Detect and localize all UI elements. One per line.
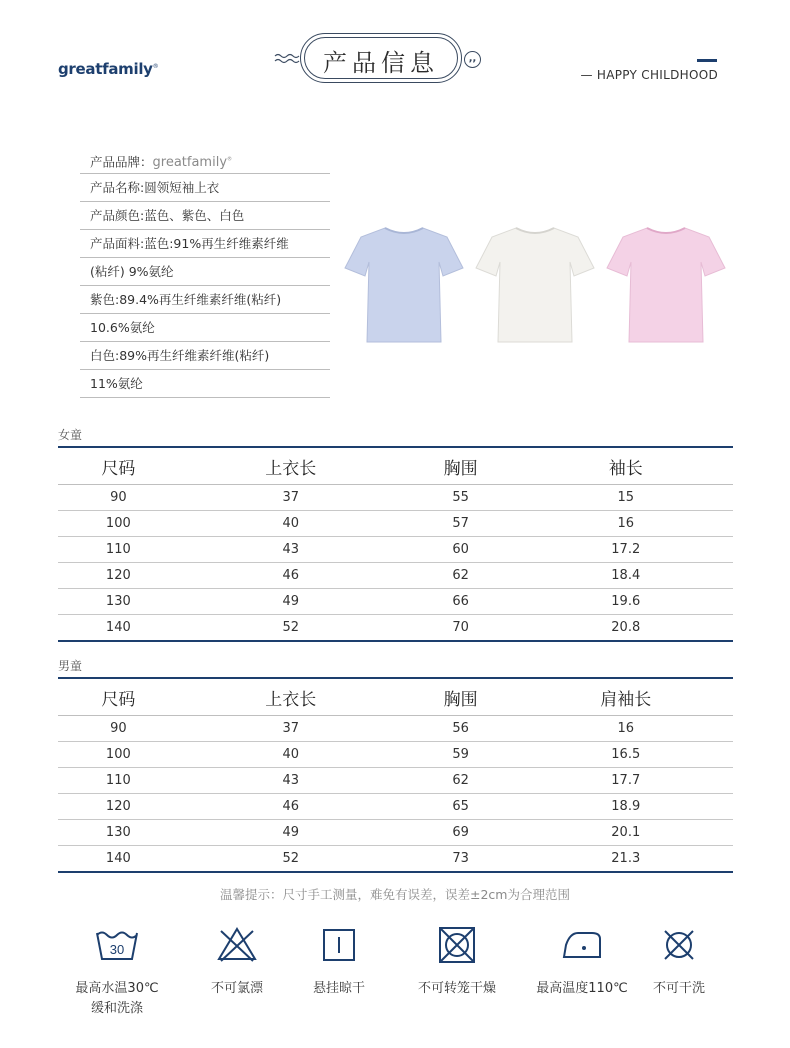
page-title-badge xyxy=(270,30,490,90)
table-cell: 120 xyxy=(58,794,179,820)
table-cell: 69 xyxy=(403,820,519,846)
table-cell: 40 xyxy=(179,742,403,768)
column-header: 胸围 xyxy=(403,447,519,485)
care-item-hang-dry xyxy=(284,925,394,999)
table-cell: 110 xyxy=(58,537,179,563)
no-dry-clean-icon xyxy=(659,925,699,965)
table-cell: 43 xyxy=(179,537,403,563)
table-cell: 62 xyxy=(403,768,519,794)
table-cell: 49 xyxy=(179,589,403,615)
table-row xyxy=(58,768,733,794)
table-cell: 59 xyxy=(403,742,519,768)
info-row-brand xyxy=(80,146,330,174)
column-header: 肩袖长 xyxy=(519,678,733,716)
brand-label: 产品品牌： xyxy=(90,154,153,170)
column-header: 袖长 xyxy=(519,447,733,485)
table-cell: 52 xyxy=(179,846,403,873)
table-cell: 73 xyxy=(403,846,519,873)
table-cell: 17.2 xyxy=(519,537,733,563)
table-cell: 57 xyxy=(403,511,519,537)
shirt-blue-image xyxy=(343,222,465,346)
column-header: 上衣长 xyxy=(179,678,403,716)
brand-logo-text: greatfamily xyxy=(58,60,153,78)
table-cell: 46 xyxy=(179,563,403,589)
table-cell: 90 xyxy=(58,485,179,511)
table-cell: 15 xyxy=(519,485,733,511)
brand-value-mark: ® xyxy=(227,157,233,163)
table-cell: 20.8 xyxy=(519,615,733,642)
iron-110-icon xyxy=(558,925,606,965)
table-cell: 60 xyxy=(403,537,519,563)
column-header: 尺码 xyxy=(58,678,179,716)
table-cell: 100 xyxy=(58,511,179,537)
table-cell: 110 xyxy=(58,768,179,794)
hang-dry-icon xyxy=(319,925,359,965)
table-row xyxy=(58,537,733,563)
girls-section-label: 女童 xyxy=(58,428,83,442)
wash-temp-label: 30 xyxy=(109,942,125,957)
brand-value-text: greatfamily xyxy=(152,155,228,171)
table-cell: 37 xyxy=(179,485,403,511)
table-row xyxy=(58,716,733,742)
table-cell: 100 xyxy=(58,742,179,768)
brand-value xyxy=(153,155,233,170)
table-cell: 49 xyxy=(179,820,403,846)
info-row: 白色:89%再生纤维素纤维(粘纤) xyxy=(80,342,330,370)
page-title: 产品信息 xyxy=(323,49,439,77)
table-cell: 52 xyxy=(179,615,403,642)
info-row: 紫色:89.4%再生纤维素纤维(粘纤) xyxy=(80,286,330,314)
table-row xyxy=(58,589,733,615)
care-label-secondary: 缓和洗涤 xyxy=(90,1001,143,1016)
care-item-iron xyxy=(527,925,637,999)
table-row xyxy=(58,742,733,768)
table-cell: 18.4 xyxy=(519,563,733,589)
waves-icon xyxy=(274,52,302,66)
table-cell: 46 xyxy=(179,794,403,820)
table-row xyxy=(58,563,733,589)
table-cell: 120 xyxy=(58,563,179,589)
table-cell: 19.6 xyxy=(519,589,733,615)
info-row: 11%氨纶 xyxy=(80,370,330,398)
table-header-row xyxy=(58,447,733,485)
care-label: 不可转笼干燥 xyxy=(417,981,496,996)
shirt-pink-image xyxy=(605,222,727,346)
table-cell: 140 xyxy=(58,846,179,873)
brand-logo xyxy=(58,60,158,78)
registered-mark: ® xyxy=(152,63,159,70)
care-label: 悬挂晾干 xyxy=(312,981,365,996)
info-row: 产品颜色:蓝色、紫色、白色 xyxy=(80,202,330,230)
table-cell: 56 xyxy=(403,716,519,742)
table-cell: 40 xyxy=(179,511,403,537)
care-item-wash xyxy=(62,925,172,1019)
no-tumble-dry-icon xyxy=(437,925,477,965)
table-header-row xyxy=(58,678,733,716)
care-label: 最高温度110℃ xyxy=(536,981,628,996)
care-label: 最高水温30℃ xyxy=(75,981,159,996)
table-cell: 43 xyxy=(179,768,403,794)
shirt-white-image xyxy=(474,222,596,346)
table-cell: 130 xyxy=(58,820,179,846)
info-row: 10.6%氨纶 xyxy=(80,314,330,342)
column-header: 尺码 xyxy=(58,447,179,485)
info-row: 产品名称:圆领短袖上衣 xyxy=(80,174,330,202)
tagline-accent-bar xyxy=(697,59,717,62)
tagline: — HAPPY CHILDHOOD xyxy=(580,68,718,82)
boys-section-label: 男童 xyxy=(58,659,83,673)
care-item-no-bleach xyxy=(182,925,292,999)
table-cell: 65 xyxy=(403,794,519,820)
table-cell: 66 xyxy=(403,589,519,615)
info-row: (粘纤) 9%氨纶 xyxy=(80,258,330,286)
column-header: 胸围 xyxy=(403,678,519,716)
table-row xyxy=(58,794,733,820)
table-row xyxy=(58,485,733,511)
column-header: 上衣长 xyxy=(179,447,403,485)
table-row xyxy=(58,846,733,873)
product-info-list xyxy=(80,146,330,398)
wash-30-icon xyxy=(93,925,141,965)
table-cell: 16 xyxy=(519,511,733,537)
table-row xyxy=(58,615,733,642)
table-cell: 70 xyxy=(403,615,519,642)
care-label: 不可干洗 xyxy=(652,981,705,996)
quote-icon: ,, xyxy=(464,51,481,68)
table-cell: 20.1 xyxy=(519,820,733,846)
boys-size-table xyxy=(58,677,733,873)
table-cell: 62 xyxy=(403,563,519,589)
table-cell: 16 xyxy=(519,716,733,742)
table-cell: 55 xyxy=(403,485,519,511)
no-bleach-icon xyxy=(215,925,259,965)
info-row: 产品面料:蓝色:91%再生纤维素纤维 xyxy=(80,230,330,258)
table-row xyxy=(58,511,733,537)
measurement-note: 温馨提示：尺寸手工测量，难免有误差，误差±2cm为合理范围 xyxy=(220,887,570,902)
table-cell: 130 xyxy=(58,589,179,615)
care-item-no-tumble-dry xyxy=(402,925,512,999)
table-cell: 17.7 xyxy=(519,768,733,794)
care-item-no-dry-clean xyxy=(624,925,734,999)
care-label: 不可氯漂 xyxy=(210,981,263,996)
table-cell: 140 xyxy=(58,615,179,642)
table-cell: 37 xyxy=(179,716,403,742)
table-row xyxy=(58,820,733,846)
table-cell: 18.9 xyxy=(519,794,733,820)
table-cell: 21.3 xyxy=(519,846,733,873)
table-cell: 90 xyxy=(58,716,179,742)
girls-size-table xyxy=(58,446,733,642)
table-cell: 16.5 xyxy=(519,742,733,768)
